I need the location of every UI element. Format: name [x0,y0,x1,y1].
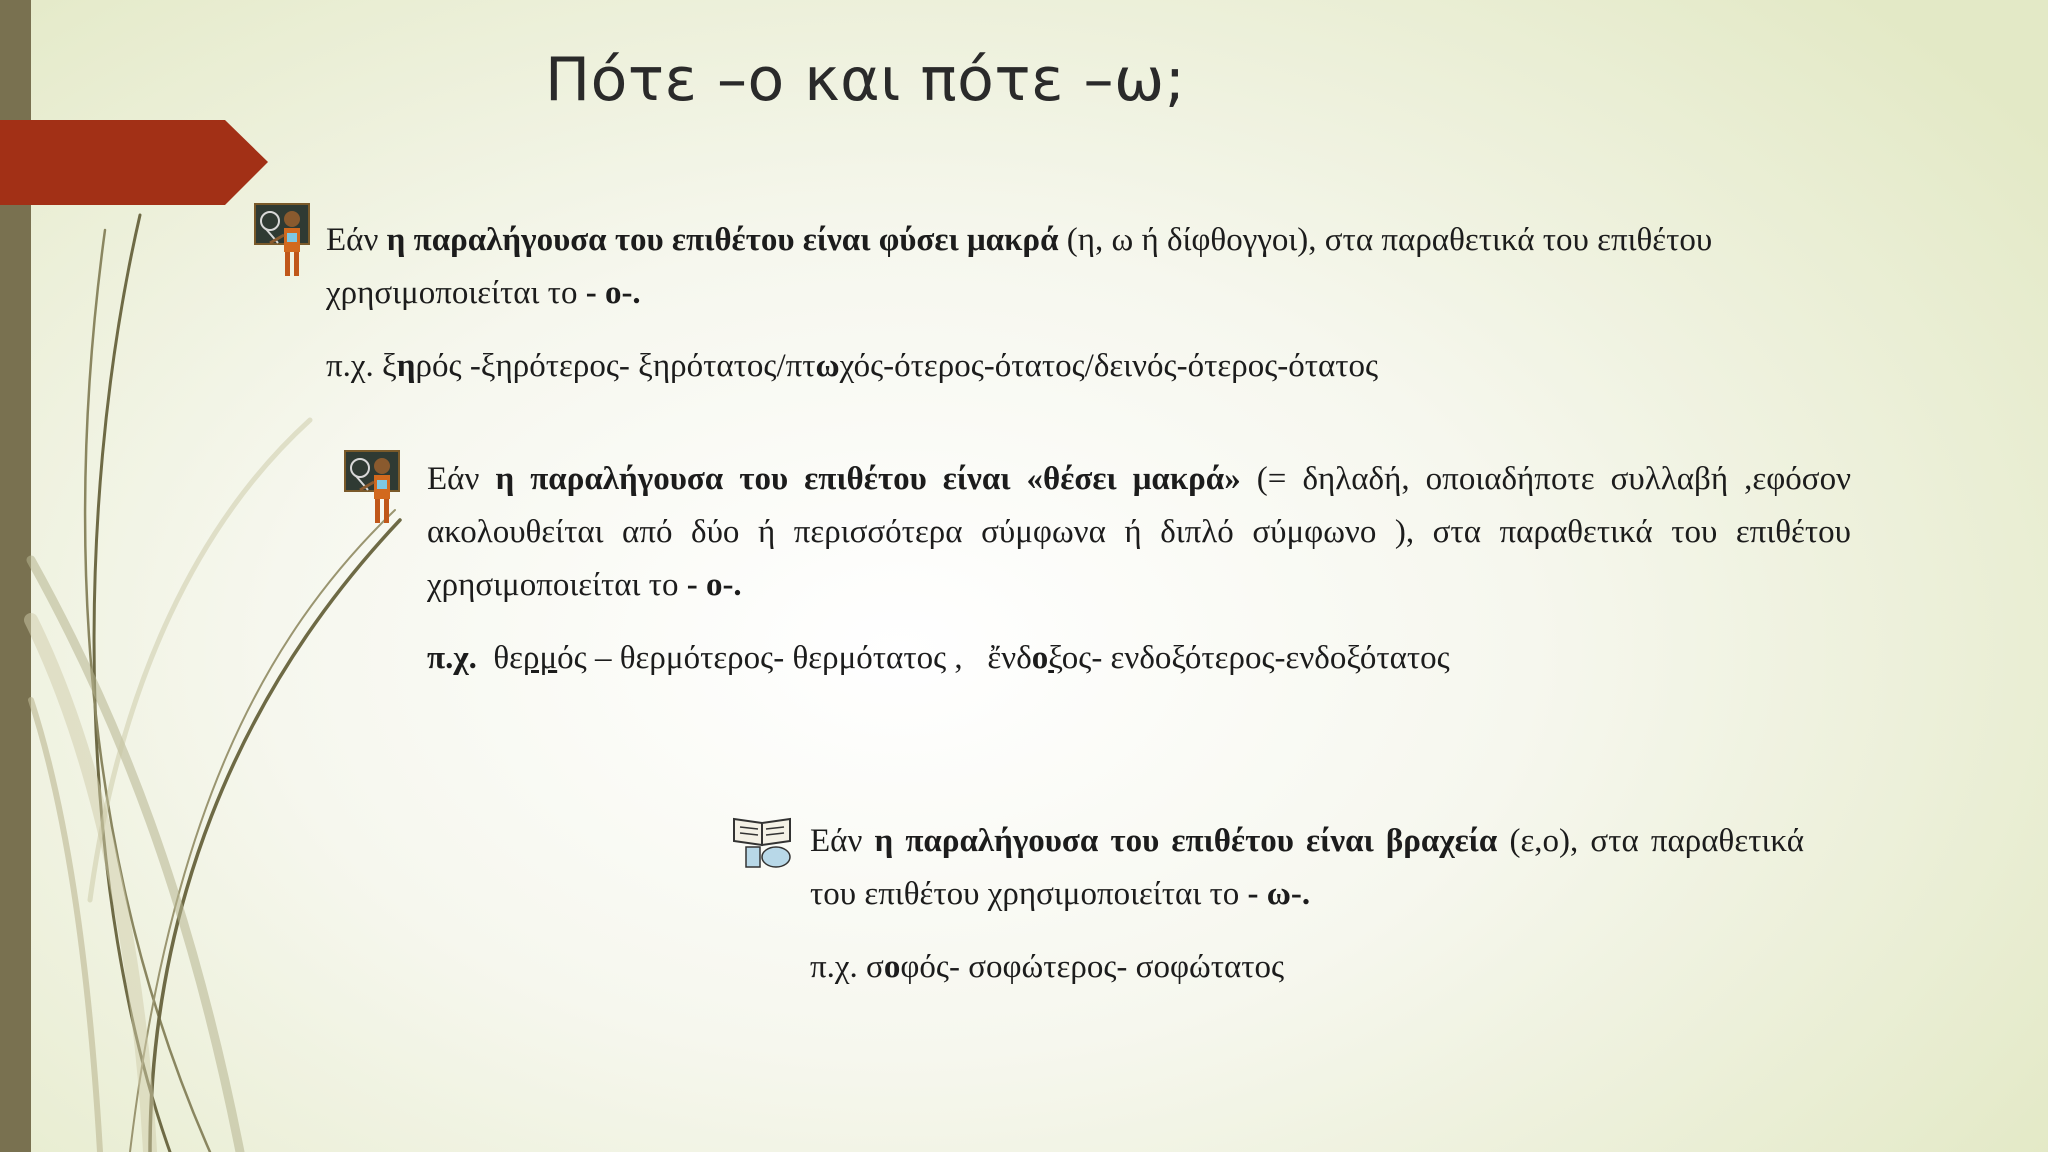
rule-1-suffix: - ο-. [585,275,641,311]
rule-3-text [810,815,1804,921]
rule-2-suffix: - ο-. [686,567,742,603]
slide-title: Πότε –ο και πότε –ω; [545,45,1186,115]
ex2-u2: ξ [1048,640,1062,676]
rule-1-example [326,340,1776,393]
teacher-board-icon [344,450,402,526]
rule-1-post: (η, ω ή δίφθογγοι), στα παραθετικά του επιθέτου χρησιμοποιείται το [326,222,1713,311]
teacher-board-icon [254,203,312,279]
rule-1-pre: Εάν [326,222,387,258]
rule-1 [326,214,1776,393]
ex1-a: π.χ. ξ [326,348,397,384]
ex2-label: π.χ. [427,640,477,676]
rule-2-pre: Εάν [427,461,496,497]
ex3-c: φός- σοφώτερος- σοφώτατος [900,949,1285,985]
ex1-c: ρός -ξηρότερος- ξηρότατος/πτ [415,348,816,384]
ex3-a: π.χ. σ [810,949,884,985]
rule-3-post: (ε,ο), στα παραθετικά του επιθέτου χρησιμοποιείται το [810,823,1804,912]
ex2-bo: ο [1031,640,1049,676]
rule-3-pre: Εάν [810,823,875,859]
rule-1-text [326,214,1776,320]
ex2-u: ρμ [523,640,558,676]
ex1-b: η [396,348,416,384]
rule-3 [810,815,1804,994]
rule-3-bold: η παραλήγουσα του επιθέτου είναι βραχεία [874,823,1498,859]
ex1-d: ω [815,348,840,384]
rule-2-bold: η παραλήγουσα του επιθέτου είναι «θέσει μακρά» [495,461,1241,497]
ex1-e: χός-ότερος-ότατος/δεινός-ότερος-ότατος [839,348,1379,384]
rule-3-suffix: - ω-. [1247,876,1311,912]
ex3-b: ο [883,949,901,985]
red-arrow-tab [0,120,270,205]
ex2-b: ός – θερμότερος- θερμότατος , ἔνδ [557,640,1032,676]
open-book-icon [732,813,796,871]
rule-2-example [427,632,1851,685]
rule-3-example [810,941,1804,994]
rule-1-bold: η παραλήγουσα του επιθέτου είναι φύσει μακρά [386,222,1059,258]
ex2-c: ος- ενδοξότερος-ενδοξότατος [1061,640,1450,676]
rule-2 [427,453,1851,685]
ex2-a: θε [476,640,523,676]
rule-2-post: (= δηλαδή, οποιαδήποτε συλλαβή ,εφόσον ακολουθείται από δύο ή περισσότερα σύμφωνα ή διπλό σύμφωνο ), στα παραθετικά του επιθέτου χρησιμοποιείται το [427,461,1852,603]
rule-2-text [427,453,1851,612]
